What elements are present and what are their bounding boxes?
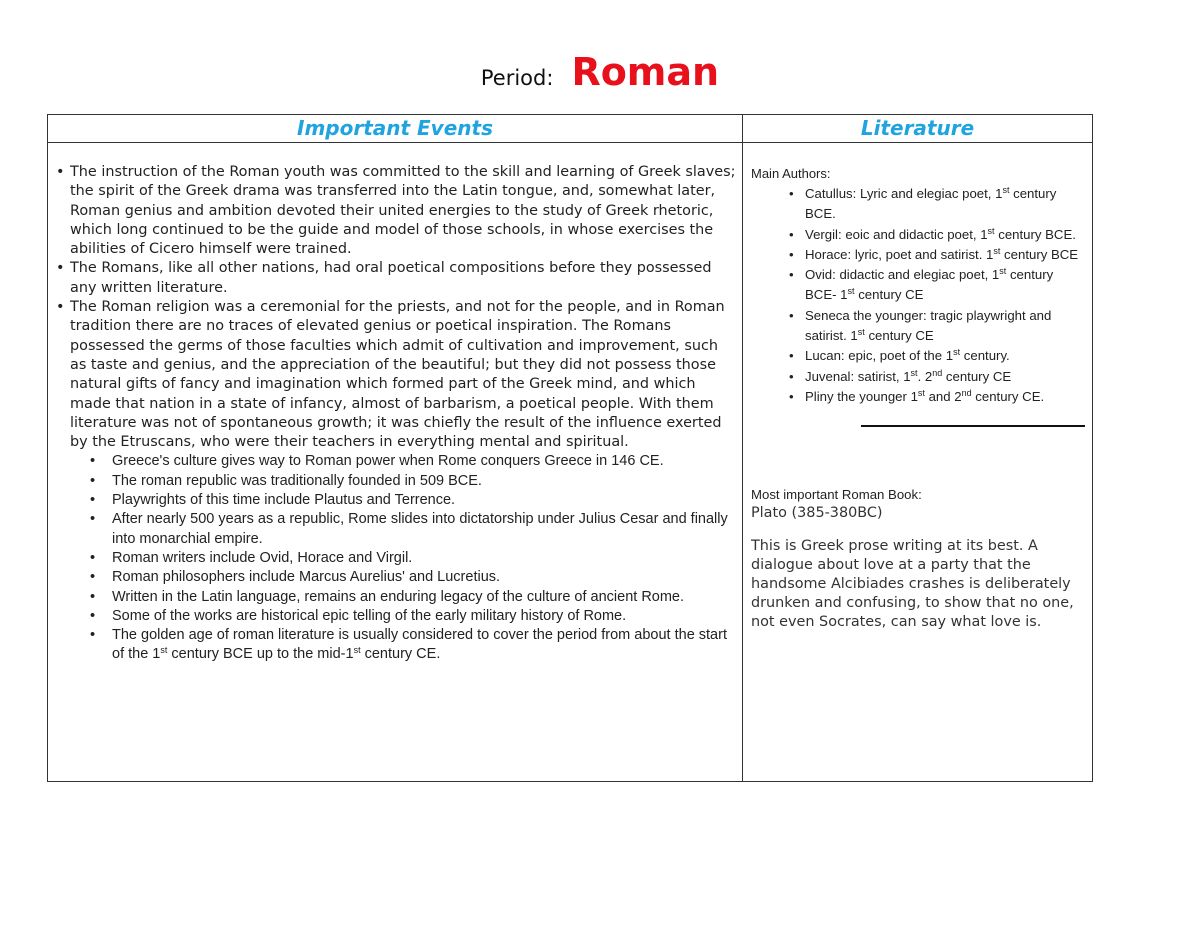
- author-text: Seneca the younger: tragic playwright and satirist. 1: [805, 307, 1052, 344]
- author-item: [805, 245, 1086, 265]
- golden-age-text-1: The golden age of roman literature is usually considered to cover the period from about the start of the 1: [112, 627, 727, 663]
- author-text: century BCE- 1: [805, 267, 1054, 303]
- author-text: Lucan: epic, poet of the 1: [805, 348, 954, 364]
- sub-event-item: • Roman philosophers include Marcus Aurelius' and Lucretius.: [112, 568, 738, 587]
- ordinal-suffix: st: [847, 286, 855, 297]
- author-text: Pliny the younger 1: [805, 388, 918, 404]
- author-item: [805, 306, 1086, 347]
- author-item: [805, 184, 1086, 225]
- author-item: [805, 346, 1086, 366]
- author-text: Juvenal: satirist, 1: [805, 368, 911, 384]
- author-text: century CE: [942, 368, 1012, 384]
- period-label: Period:: [480, 66, 554, 90]
- author-text: and 2: [924, 388, 962, 404]
- golden-age-text-3: century CE.: [360, 646, 441, 663]
- author-item: [805, 367, 1086, 387]
- book-heading: Most important Roman Book:: [751, 487, 922, 503]
- author-item: [805, 265, 1086, 306]
- ordinal-suffix: st: [917, 387, 925, 398]
- author-text: century CE: [854, 287, 924, 303]
- ordinal-suffix: st: [993, 245, 1001, 256]
- ordinal-suffix: st: [160, 645, 168, 656]
- author-item: [805, 387, 1086, 407]
- author-text: century BCE.: [805, 186, 1057, 222]
- ordinal-suffix: st: [987, 225, 995, 236]
- author-text: century BCE.: [994, 226, 1076, 242]
- event-item: • The Roman religion was a ceremonial for the priests, and not for the people, and in Roman tradition there are no traces of elevated genius or poetical inspiration. The Romans possessed the germs of those faculties which admit of cultivation and improvement, such as taste and genius, and the appreciation of the beautiful; but they did not possess those natural gifts of fancy and imagination which formed part of the Greek mind, and which made that nation in a state of infancy, almost of barbarism, a poetical people. With them literature was not of spontaneous growth; it was chiefly the result of the influence exerted by the Etruscans, who were their teachers in everything mental and spiritual.: [54, 298, 738, 452]
- column-header-events: Important Events: [48, 115, 743, 143]
- ordinal-suffix: st: [857, 327, 865, 338]
- ordinal-suffix: st: [999, 266, 1007, 277]
- sub-event-item: • Some of the works are historical epic telling of the early military history of Rome.: [112, 607, 738, 626]
- period-value: Roman: [571, 50, 720, 94]
- page-title: [0, 50, 1200, 94]
- golden-age-text-2: century BCE up to the mid-1: [167, 646, 354, 663]
- events-sublist: [54, 452, 738, 664]
- author-text: century BCE: [1000, 246, 1079, 262]
- authors-list: [751, 184, 1086, 407]
- ordinal-suffix: st: [953, 347, 961, 358]
- column-header-literature: Literature: [743, 115, 1093, 143]
- sub-event-item: • The roman republic was traditionally founded in 509 BCE.: [112, 472, 738, 491]
- ordinal-suffix: nd: [961, 387, 972, 398]
- author-item: [805, 225, 1086, 245]
- author-text: . 2: [917, 368, 933, 384]
- author-text: Catullus: Lyric and elegiac poet, 1: [805, 186, 1003, 201]
- authors-heading: Main Authors:: [751, 166, 831, 181]
- sub-event-item: • Roman writers include Ovid, Horace and Virgil.: [112, 549, 738, 568]
- book-title: Plato (385-380BC): [751, 505, 883, 522]
- period-table: [47, 114, 1093, 782]
- events-list: [54, 163, 738, 452]
- literature-cell: [743, 143, 1093, 782]
- author-text: Horace: lyric, poet and satirist. 1: [805, 246, 994, 262]
- sub-event-item: • Playwrights of this time include Plautus and Terrence.: [112, 491, 738, 510]
- ordinal-suffix: st: [353, 645, 361, 656]
- ordinal-suffix: st: [910, 367, 918, 378]
- author-text: century.: [960, 348, 1010, 364]
- sub-event-item: • Written in the Latin language, remains an enduring legacy of the culture of ancient Rome.: [112, 588, 738, 607]
- table-header-row: [48, 115, 1093, 143]
- sub-event-item-golden-age: [112, 626, 738, 665]
- sub-event-item: • After nearly 500 years as a republic, Rome slides into dictatorship under Julius Cesar and finally into monarchial empire.: [112, 510, 738, 549]
- events-cell: [48, 143, 743, 782]
- book-description: This is Greek prose writing at its best. A dialogue about love at a party that the handsome Alcibiades crashes is deliberately drunken and confusing, to show that no one, not even Socrates, can say what love is.: [751, 538, 1074, 631]
- event-item: • The Romans, like all other nations, had oral poetical compositions before they possessed any written literature.: [54, 259, 738, 298]
- author-text: Vergil: eoic and didactic poet, 1: [805, 226, 988, 242]
- ordinal-suffix: nd: [932, 367, 943, 378]
- event-item: • The instruction of the Roman youth was committed to the skill and learning of Greek slaves; the spirit of the Greek drama was transferred into the Latin tongue, and, somewhat later, Roman genius and ambition devoted their united energies to the study of Greek rhetoric, which long continued to be the guide and model of those schools, in whose exercises the abilities of Cicero himself were trained.: [54, 163, 738, 259]
- author-text: century CE.: [971, 388, 1045, 404]
- divider-line: [861, 425, 1085, 427]
- table-body-row: [48, 143, 1093, 782]
- author-text: Ovid: didactic and elegiac poet, 1: [805, 267, 1000, 283]
- author-text: century CE: [864, 328, 934, 344]
- ordinal-suffix: st: [1002, 185, 1010, 195]
- sub-event-item: • Greece's culture gives way to Roman power when Rome conquers Greece in 146 CE.: [112, 452, 738, 471]
